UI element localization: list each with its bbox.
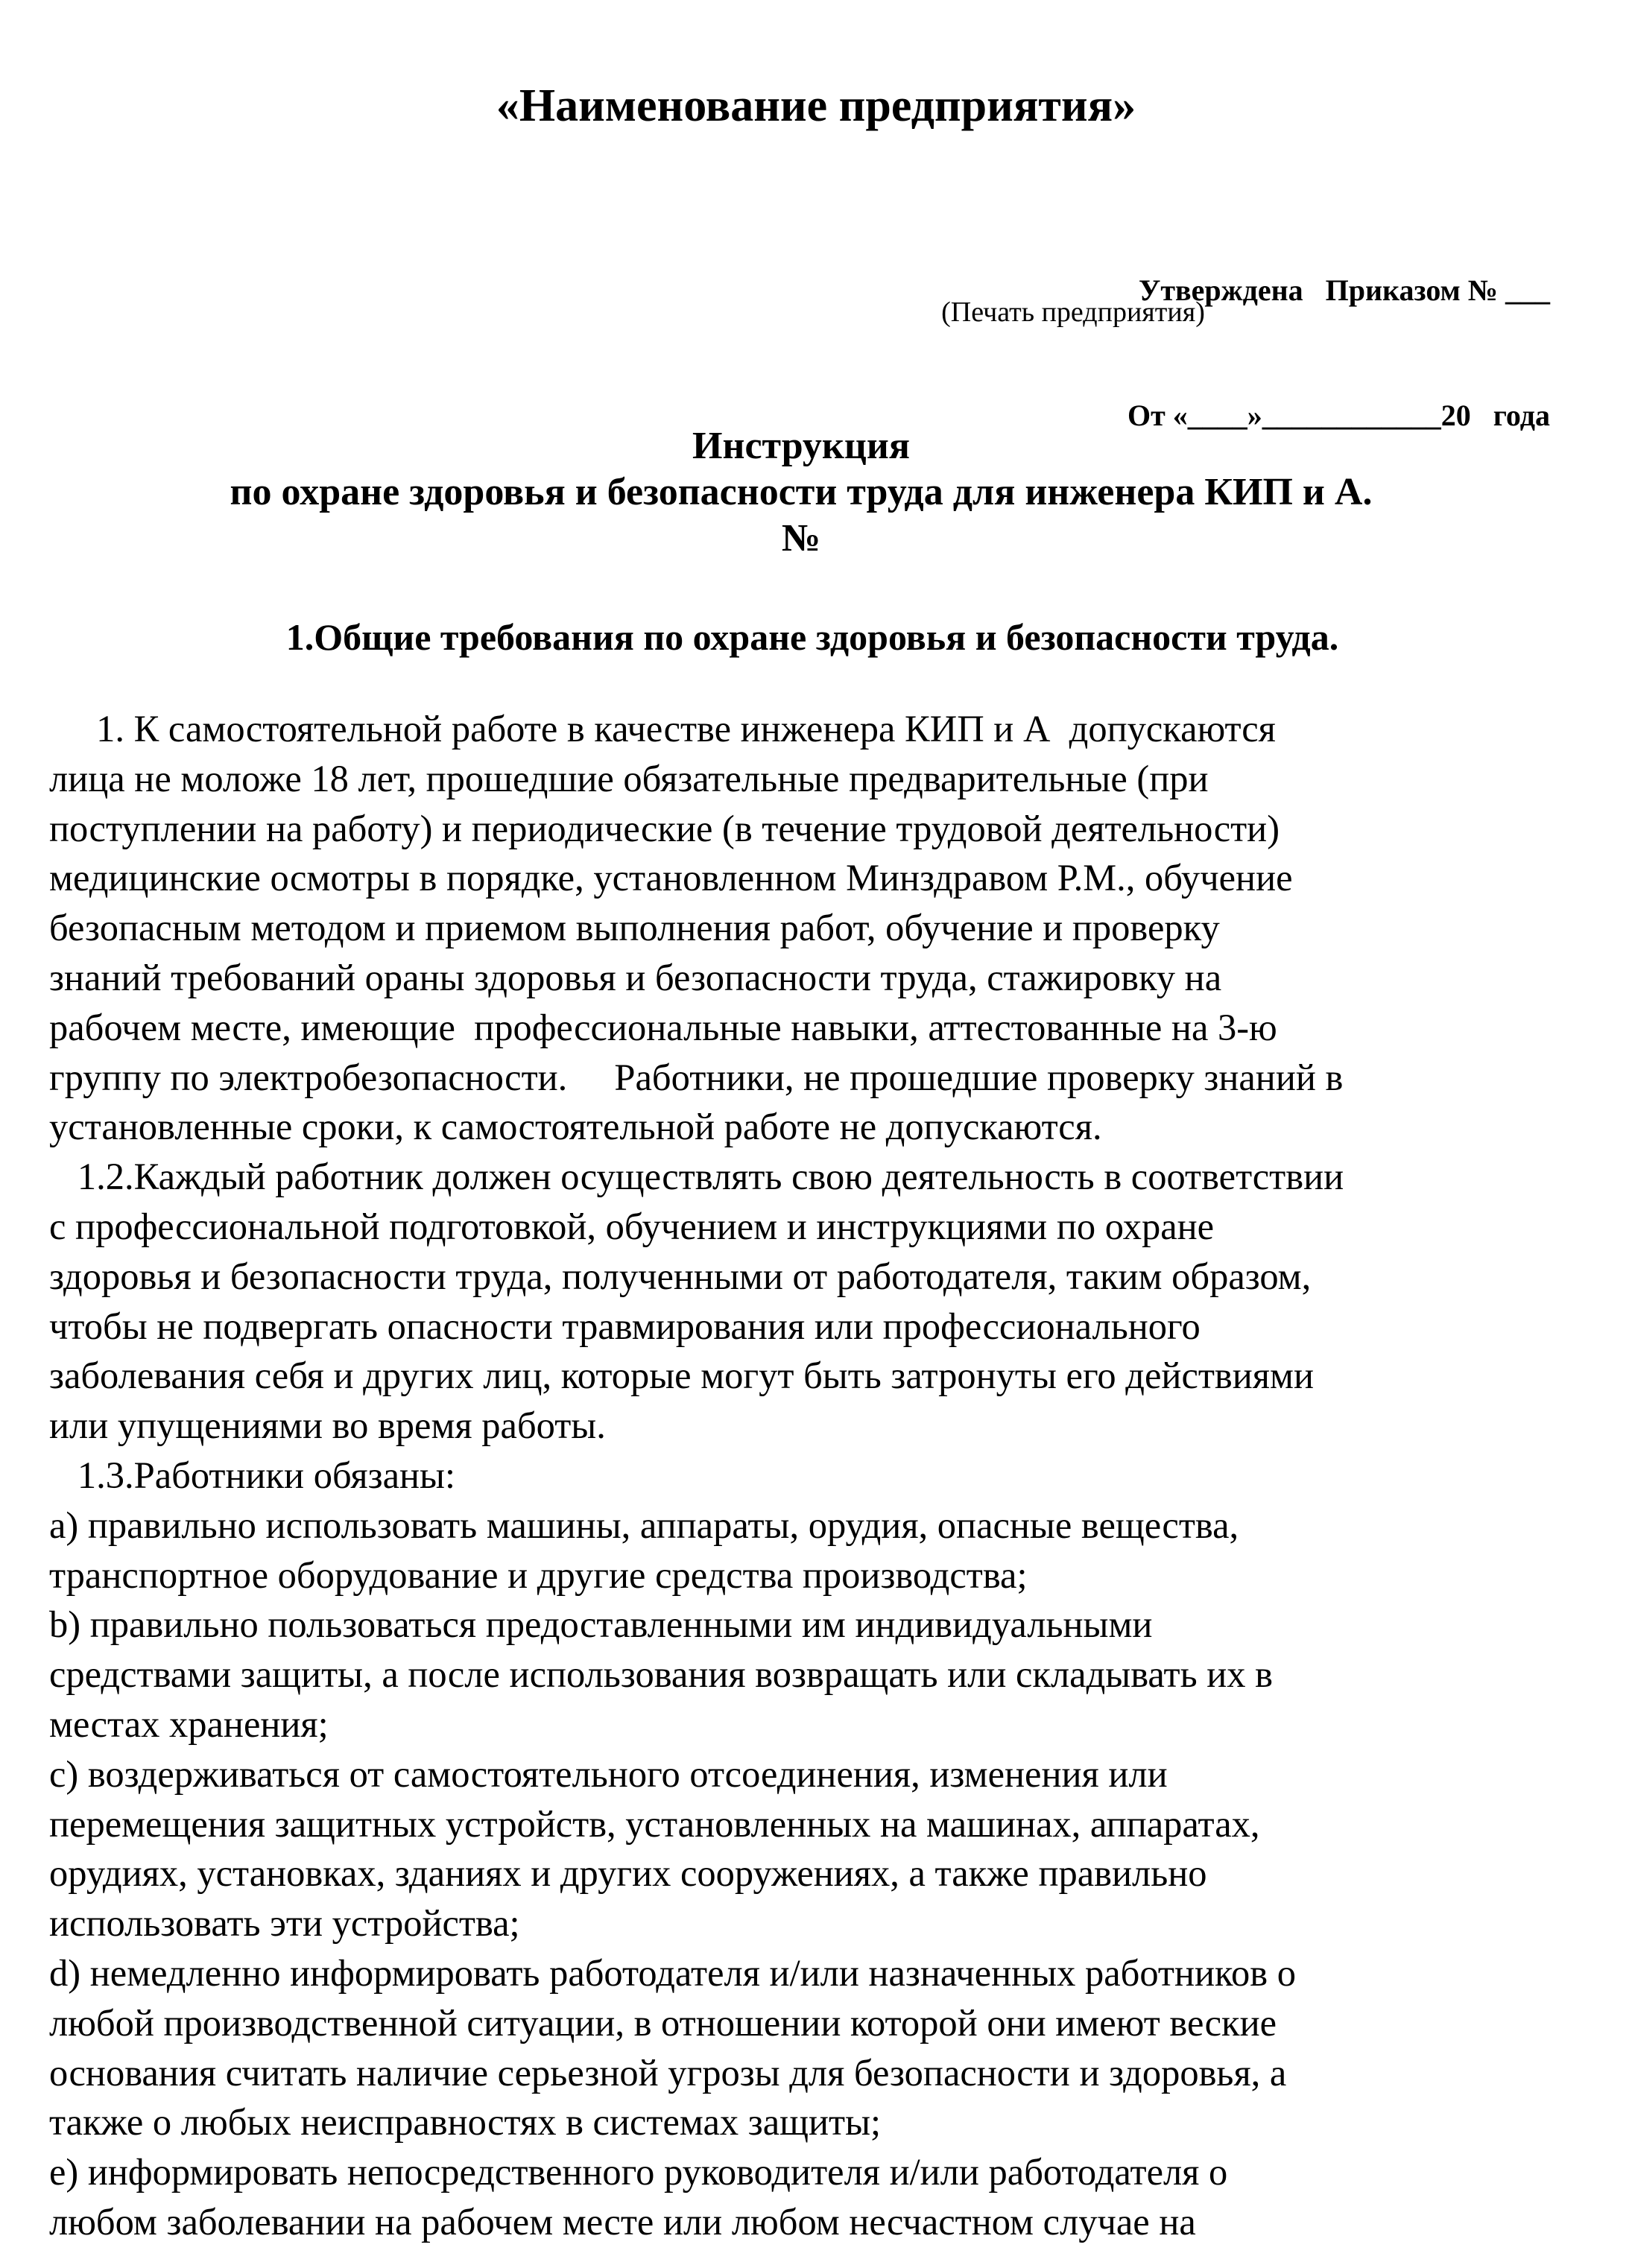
body-text-line: установленные сроки, к самостоятельной работе не допускаются. xyxy=(49,1106,1102,1148)
body-text-line: d) немедленно информировать работодателя и/или назначенных работников о xyxy=(49,1951,1296,1994)
approval-date-line: От «____»____________20 года xyxy=(1127,399,1550,432)
body-text-line: 1. К самостоятельной работе в качестве инженера КИП и А допускаются xyxy=(49,708,1276,750)
body-text-line: заболевания себя и других лиц, которые могут быть затронуты его действиями xyxy=(49,1355,1315,1397)
body-text-line: транспортное оборудование и другие средства производства; xyxy=(49,1553,1028,1596)
body-text-line: также о любых неисправностях в системах защиты; xyxy=(49,2101,882,2144)
approval-order-line: Утверждена Приказом № ___ xyxy=(1138,273,1550,307)
body-text-line: a) правильно использовать машины, аппараты, орудия, опасные вещества, xyxy=(49,1504,1239,1546)
body-text-line: основания считать наличие серьезной угрозы для безопасности и здоровья, а xyxy=(49,2051,1287,2094)
title-instruction: Инструкция xyxy=(692,425,910,467)
body-text-line: местах хранения; xyxy=(49,1702,329,1745)
body-text-line: знаний требований ораны здоровья и безопасности труда, стажировку на xyxy=(49,956,1222,998)
body-text-line: перемещения защитных устройств, установленных на машинах, аппаратах, xyxy=(49,1802,1260,1845)
body-text-line: группу по электробезопасности. Работники, не прошедшие проверку знаний в xyxy=(49,1056,1344,1098)
title-number: № xyxy=(781,517,821,560)
body-text-line: b) правильно пользоваться предоставленными им индивидуальными xyxy=(49,1603,1153,1646)
section-1-heading: 1.Общие требования по охране здоровья и безопасности труда. xyxy=(285,616,1339,658)
title-subject: по охране здоровья и безопасности труда для инженера КИП и А. xyxy=(230,471,1373,513)
body-text-line: e) информировать непосредственного руководителя и/или работодателя о xyxy=(49,2151,1228,2193)
body-text-line: с профессиональной подготовкой, обучением и инструкциями по охране xyxy=(49,1205,1215,1247)
body-text-line: 1.2.Каждый работник должен осуществлять свою деятельность в соответствии xyxy=(49,1156,1344,1198)
body-text-line: c) воздерживаться от самостоятельного отсоединения, изменения или xyxy=(49,1752,1168,1795)
body-text-line: использовать эти устройства; xyxy=(49,1902,520,1945)
body-text-line: или упущениями во время работы. xyxy=(49,1404,606,1447)
company-stamp-placeholder: (Печать предприятия) xyxy=(941,297,1205,328)
body-text-line: безопасным методом и приемом выполнения работ, обучение и проверку xyxy=(49,907,1220,949)
body-text-line: орудиях, установках, зданиях и других сооружениях, а также правильно xyxy=(49,1852,1207,1895)
section-1-body xyxy=(49,704,1607,2247)
document-title xyxy=(0,423,1602,562)
body-text-line: лица не моложе 18 лет, прошедшие обязательные предварительные (при xyxy=(49,757,1209,799)
body-text-line: любой производственной ситуации, в отношении которой они имеют веские xyxy=(49,2001,1277,2044)
body-text-line: чтобы не подвергать опасности травмирования или профессионального xyxy=(49,1305,1201,1347)
body-text-line: здоровья и безопасности труда, полученными от работодателя, таким образом, xyxy=(49,1255,1312,1297)
body-text-line: поступлении на работу) и периодические (в течение трудовой деятельности) xyxy=(49,807,1280,849)
body-text-line: медицинские осмотры в порядке, установленном Минздравом Р.М., обучение xyxy=(49,857,1293,899)
company-name: «Наименование предприятия» xyxy=(496,80,1136,131)
body-text-line: средствами защиты, а после использования возвращать или складывать их в xyxy=(49,1653,1273,1696)
body-text-line: рабочем месте, имеющие профессиональные навыки, аттестованные на 3-ю xyxy=(49,1006,1277,1048)
body-text-line: 1.3.Работники обязаны: xyxy=(49,1454,455,1496)
body-text-line: любом заболевании на рабочем месте или любом несчастном случае на xyxy=(49,2200,1196,2243)
